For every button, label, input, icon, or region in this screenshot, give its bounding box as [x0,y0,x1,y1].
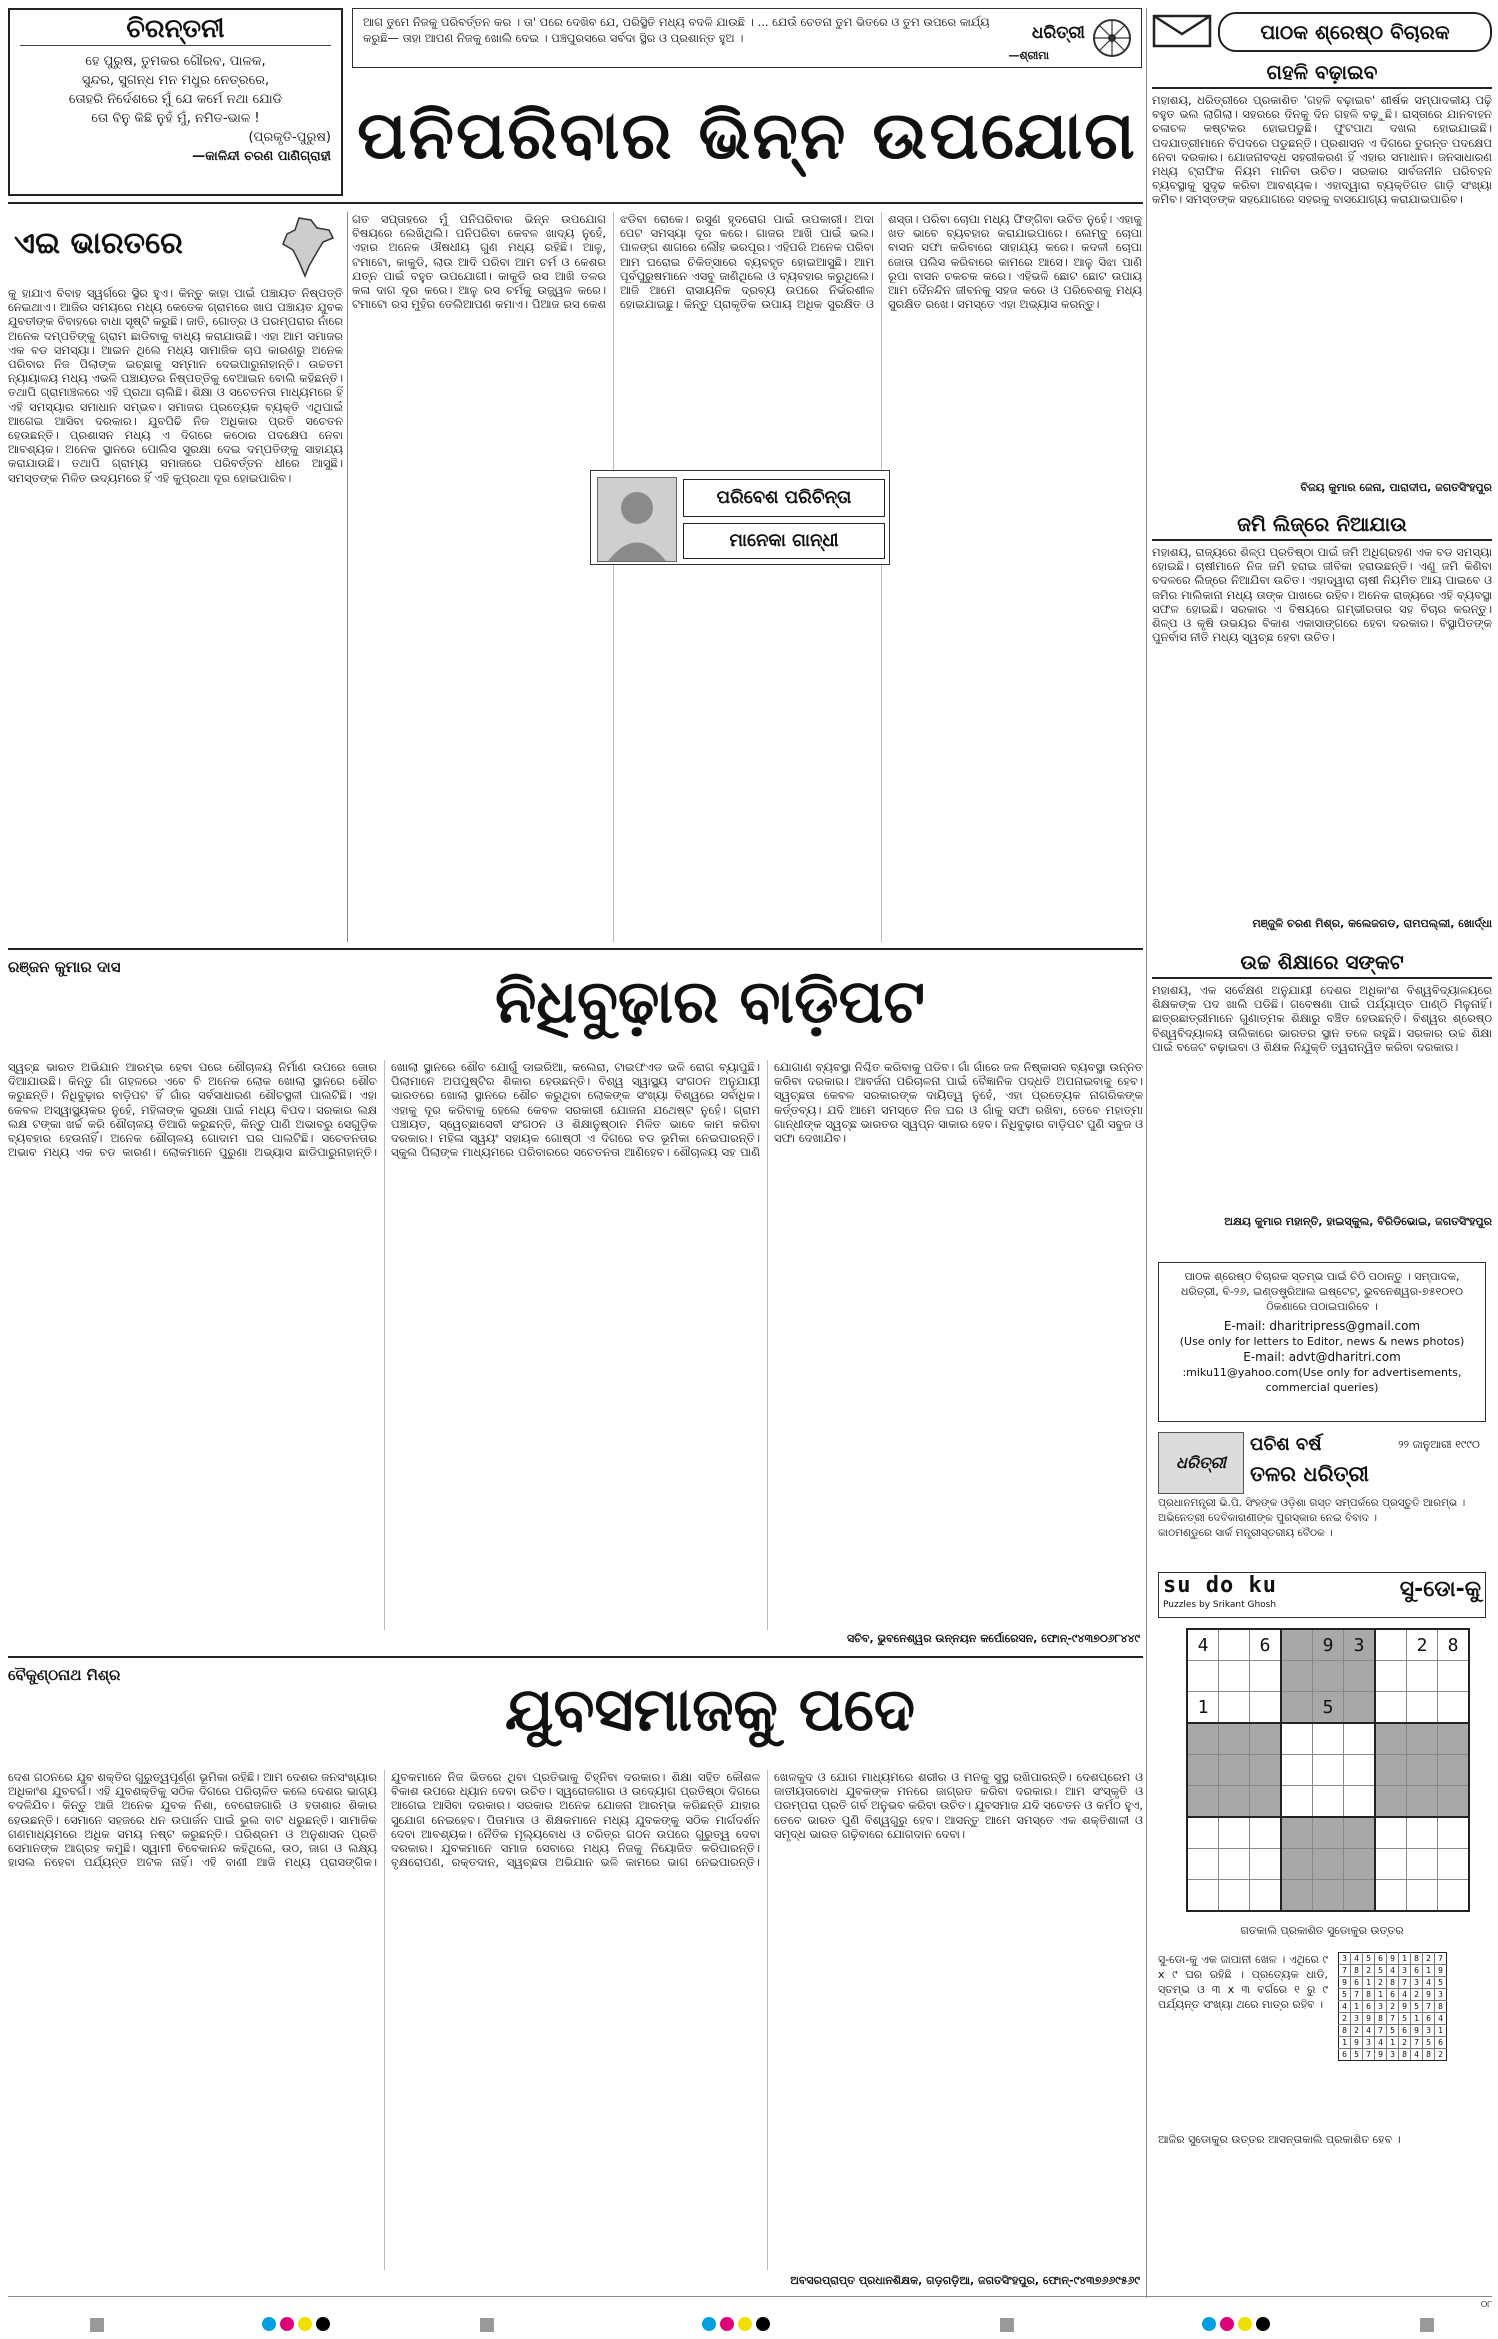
sudoku-cell [1344,1661,1376,1692]
sudoku-cell: 9 [1387,1953,1399,1965]
aji-bharatare-title: ଏଇ ଭାରତରେ [14,226,183,261]
sudoku-cell: 8 [1375,2013,1387,2025]
top-quote-text: ଆଗ ତୁମେ ନିଜକୁ ପରିବର୍ତ୍ତନ କର । ତା' ପରେ ଦେଖିବ ଯେ, ପରିସ୍ଥିତି ମଧ୍ୟ ବଦଳି ଯାଉଛି । ... ଯେଉଁ ଚେତନା ତୁମ ଭିତରେ ଓ ତୁମ ଉପରେ କାର୍ଯ୍ୟ କରୁଛି— ତାହା ଆପଣ ନିଜକୁ ଖୋଲି ଦେଇ । ପଞ୍ଚପୁରସରେ ସର୍ବଦା ସ୍ଥିର ଓ ପ୍ରଶାନ୍ତ ହୁଅ । [363,15,990,45]
sudoku-cell [1187,1723,1219,1755]
sudoku-cell [1344,1692,1376,1724]
sudoku-cell: 8 [1438,1629,1470,1661]
letter-jami-title: ଜମି ଲିଜ୍‌ରେ ନିଆଯାଉ [1152,512,1492,541]
letter-ucha [1152,950,1492,1250]
sudoku-row [1187,1692,1469,1724]
sudoku-cell [1281,1661,1313,1692]
top-quote-author: —ଶ୍ରୀମା [1008,49,1049,62]
sudoku-cell: 1 [1363,1977,1375,1989]
sudoku-cell: 4 [1375,2037,1387,2049]
sudoku-cell: 8 [1387,1977,1399,1989]
registration-mark [1420,2318,1434,2332]
sudoku-credit: Puzzles by Srikant Ghosh [1163,1600,1277,1610]
aji-bharatare-body: କୁ ହାଯାଏ ବିବାହ ସ୍ୱର୍ଗରେ ସ୍ଥିର ହୁଏ। କିନ୍ତୁ କାହା ପାଇଁ ପଞ୍ଚାୟତ ନିଷ୍ପତ୍ତି ନେଇଥାଏ। ଆଜିର ସମୟରେ ମଧ୍ୟ କେତେକ ଗ୍ରାମରେ ଖାପ ପଞ୍ଚାୟତ ଯୁବକ ଯୁବତୀଙ୍କ ବିବାହରେ ବାଧା ସୃଷ୍ଟି କରୁଛି। ଜାତି, ଗୋତ୍ର ଓ ପରମ୍ପରାର ନାଁରେ ଅନେକ ଦମ୍ପତିଙ୍କୁ ଗ୍ରାମ ଛାଡିବାକୁ ବାଧ୍ୟ କରାଯାଉଛି। ଏହା ଆମ ସମାଜର ଏକ ବଡ ସମସ୍ୟା। ଆଇନ ଥିଲେ ମଧ୍ୟ ସାମାଜିକ ଚାପ କାରଣରୁ ଅନେକ ପରିବାର ନିଜ ପିଲାଙ୍କ ଇଚ୍ଛାକୁ ସମ୍ମାନ ଦେଇପାରୁନାହାନ୍ତି। ଉଚ୍ଚତମ ନ୍ୟାୟାଳୟ ମଧ୍ୟ ଏଭଳି ପଞ୍ଚାୟତର ନିଷ୍ପତ୍ତିକୁ ବେଆଇନ ବୋଲି କହିଛନ୍ତି। ତଥାପି ଗ୍ରାମାଞ୍ଚଳରେ ଏହି ପ୍ରଥା ଚାଲିଛି। ଶିକ୍ଷା ଓ ସଚେତନତା ମାଧ୍ୟମରେ ହିଁ ଏହି ସମସ୍ୟାର ସମାଧାନ ସମ୍ଭବ। ସମାଜର ପ୍ରତ୍ୟେକ ବ୍ୟକ୍ତି ଏଥିପାଇଁ ଆଗେଇ ଆସିବା ଦରକାର। ଯୁବପିଢି ନିଜ ଅଧିକାର ପ୍ରତି ସଚେତନ ହେଉଛନ୍ତି। ପ୍ରଶାସନ ମଧ୍ୟ ଏ ଦିଗରେ କଠୋର ପଦକ୍ଷେପ ନେବା ଆବଶ୍ୟକ। ଅନେକ ସ୍ଥାନରେ ପୋଲିସ ସୁରକ୍ଷା ଦେଇ ଦମ୍ପତିଙ୍କୁ ସାହାଯ୍ୟ କରାଯାଉଛି। ତଥାପି ଗ୍ରାମ୍ୟ ସମାଜରେ ପରିବର୍ତ୍ତନ ଧୀରେ ଆସୁଛି। ସମସ୍ତଙ୍କ ମିଳିତ ଉଦ୍ୟମରେ ହିଁ ଏହି କୁପ୍ରଥା ଦୂର ହୋଇପାରିବ। [8,286,343,485]
sudoku-row [1339,2049,1447,2061]
sudoku-cell [1344,1849,1376,1880]
sudoku-header [1158,1572,1486,1618]
sudoku-cell [1438,1723,1470,1755]
sudoku-cell: 1 [1411,2013,1423,2025]
letter-ucha-title: ଉଚ୍ଚ ଶିକ୍ଷାରେ ସଙ୍କଟ [1152,950,1492,979]
sudoku-cell [1375,1629,1407,1661]
sudoku-cell [1187,1755,1219,1786]
sudoku-cell: 2 [1375,1977,1387,1989]
sudoku-cell: 1 [1435,2025,1447,2037]
sudoku-row [1187,1849,1469,1880]
sudoku-cell [1219,1755,1250,1786]
sudoku-cell: 4 [1363,2025,1375,2037]
contact-intro: ପାଠକ ଶ୍ରେଷ୍ଠ ବିଚାରକ ସ୍ତମ୍ଭ ପାଇଁ ଚିଠି ପଠାନ୍ତୁ । ସମ୍ପାଦକ, ଧରିତ୍ରୀ, ବି-୨୬, ଇଣ୍ଡଷ୍ଟ୍ରିଆଲ ଇଷ୍ଟେଟ୍, ଭୁବନେଶ୍ୱର-୭୫୧୦୧୦ ଠିକଣାରେ ପଠାଇପାରିବେ । [1180,1270,1464,1313]
parivesh-column-box [590,470,890,565]
sudoku-cell: 1 [1351,2001,1363,2013]
sudoku-cell [1375,1880,1407,1912]
letter-ucha-body: ମହାଶୟ, ଏକ ସର୍ବେକ୍ଷଣ ଅନୁଯାୟୀ ଦେଶର ଅଧିକାଂଶ ବିଶ୍ୱବିଦ୍ୟାଳୟରେ ଶିକ୍ଷକଙ୍କ ପଦ ଖାଲି ପଡିଛି। ଗବେଷଣା ପାଇଁ ପର୍ଯ୍ୟାପ୍ତ ପାଣ୍ଠି ମିଳୁନାହିଁ। ଛାତ୍ରଛାତ୍ରୀମାନେ ଗୁଣାତ୍ମକ ଶିକ୍ଷାରୁ ବଞ୍ଚିତ ହେଉଛନ୍ତି। ବିଶ୍ୱର ଶ୍ରେଷ୍ଠ ବିଶ୍ୱବିଦ୍ୟାଳୟ ତାଲିକାରେ ଭାରତର ସ୍ଥାନ ତଳେ ରହୁଛି। ସରକାର ଉଚ୍ଚ ଶିକ୍ଷା ପାଇଁ ବଜେଟ ବଢ଼ାଇବା ଓ ଶିକ୍ଷକ ନିଯୁକ୍ତି ତ୍ୱରାନ୍ୱିତ କରିବା ଦରକାର। [1152,983,1492,1054]
sudoku-section [1158,1572,1486,2292]
sudoku-row [1187,1661,1469,1692]
editor-email-note: (Use only for letters to Editor, news & news photos) [1179,1335,1465,1348]
sudoku-cell: 7 [1387,2013,1399,2025]
sudoku-row [1187,1786,1469,1818]
sudoku-cell [1281,1880,1313,1912]
sudoku-cell [1313,1880,1344,1912]
flashback-title-1: ପଚିଶ ବର୍ଷ [1250,1434,1322,1455]
yuba-headline: ଯୁବସମାଜକୁ ପଦେ [505,1675,915,1745]
yuba-byline: ବୈକୁଣ୍ଠନାଥ ମିଶ୍ର [8,1666,121,1684]
sudoku-cell: 9 [1351,2037,1363,2049]
sudoku-cell: 6 [1411,1965,1423,1977]
sudoku-cell [1250,1786,1282,1818]
advt-email[interactable]: E-mail: advt@dharitri.com [1243,1350,1401,1364]
sudoku-cell: 2 [1435,2049,1447,2061]
sudoku-cell [1344,1755,1376,1786]
sudoku-cell [1375,1786,1407,1818]
sudoku-cell: 3 [1411,1977,1423,1989]
sudoku-cell: 7 [1375,2025,1387,2037]
sudoku-cell: 8 [1363,1989,1375,2001]
flashback-logo-box [1158,1432,1244,1494]
sudoku-cell: 7 [1435,1953,1447,1965]
chirantani-line: ସୁନ୍ଦର, ସୁଗନ୍ଧ ମନ ମଧୁର ନେତ୍ରରେ, [81,73,270,88]
sudoku-cell [1281,1692,1313,1724]
sudoku-cell: 5 [1387,2025,1399,2037]
sudoku-cell [1250,1880,1282,1912]
sudoku-row [1339,1965,1447,1977]
sudoku-cell: 5 [1435,1977,1447,1989]
registration-mark [480,2318,494,2332]
sudoku-cell: 8 [1399,2049,1411,2061]
sudoku-cell [1438,1786,1470,1818]
flashback-item: ପ୍ରଧାନମନ୍ତ୍ରୀ ଭି.ପି. ସିଂହଙ୍କ ଓଡ଼ିଶା ଗସ୍ତ ସମ୍ପର୍କରେ ପ୍ରସ୍ତୁତି ଆରମ୍ଭ । [1158,1497,1466,1509]
sudoku-row [1339,1953,1447,1965]
sudoku-cell: 1 [1339,2037,1351,2049]
sudoku-cell [1250,1755,1282,1786]
sudoku-cell [1281,1817,1313,1849]
flashback-title-2: ତଳର ଧରିତ୍ରୀ [1250,1462,1369,1486]
sudoku-row [1187,1880,1469,1912]
flashback-box [1158,1432,1486,1562]
sudoku-cell: 1 [1399,1953,1411,1965]
sudoku-cell: 8 [1423,2049,1435,2061]
sudoku-cell [1250,1661,1282,1692]
sudoku-cell: 3 [1375,2001,1387,2013]
sudoku-cell [1375,1661,1407,1692]
sudoku-cell [1344,1817,1376,1849]
sudoku-row [1187,1723,1469,1755]
nidhi-signature: ସଚିବ, ଭୁବନେଶ୍ୱର ଉନ୍ନୟନ କର୍ପୋରେସନ, ଫୋନ୍-୯୪୩୭୦୬୮୪୪୯ [847,1632,1140,1645]
sudoku-cell: 2 [1411,1989,1423,2001]
sudoku-cell [1219,1786,1250,1818]
sudoku-cell [1313,1786,1344,1818]
yuba-body: ଦେଶ ଗଠନରେ ଯୁବ ଶକ୍ତିର ଗୁରୁତ୍ୱପୂର୍ଣ୍ଣ ଭୂମିକା ରହିଛି। ଆମ ଦେଶର ଜନସଂଖ୍ୟାର ଅଧିକାଂଶ ଯୁବବର୍ଗ। ଏହି ଯୁବଶକ୍ତିକୁ ସଠିକ ଦିଗରେ ପରିଚାଳିତ କଲେ ଦେଶର ଭାଗ୍ୟ ବଦଳିଯିବ। କିନ୍ତୁ ଆଜି ଅନେକ ଯୁବକ ନିଶା, ବେରୋଜଗାରି ଓ ହତାଶାର ଶିକାର ହେଉଛନ୍ତି। ସେମାନେ ସହଜରେ ଧନ ଉପାର୍ଜନ ପାଇଁ ଭୁଲ ବାଟ ଧରୁଛନ୍ତି। ସାମାଜିକ ଗଣମାଧ୍ୟମରେ ଅଧିକ ସମୟ ନଷ୍ଟ କରୁଛନ୍ତି। ପରିଶ୍ରମ ଓ ଅନୁଶାସନ ପ୍ରତି ସେମାନଙ୍କ ଆଗ୍ରହ କମୁଛି। ସ୍ୱାମୀ ବିବେକାନନ୍ଦ କହିଥିଲେ, ଉଠ, ଜାଗ ଓ ଲକ୍ଷ୍ୟ ହାସଲ ନହେବା ପର୍ଯ୍ୟନ୍ତ ଅଟକ ନାହିଁ। ଏହି ବାଣୀ ଆଜି ମଧ୍ୟ ପ୍ରାସଙ୍ଗିକ। ଯୁବକମାନେ ନିଜ ଭିତରେ ଥିବା ପ୍ରତିଭାକୁ ଚିହ୍ନିବା ଦରକାର। ଶିକ୍ଷା ସହିତ କୌଶଳ ବିକାଶ ଉପରେ ଧ୍ୟାନ ଦେବା ଉଚିତ। ସ୍ୱରୋଜଗାର ଓ ଉଦ୍ୟୋଗ ପ୍ରତିଷ୍ଠା ଦିଗରେ ଆଗେଇ ଆସିବା ଦରକାର। ସରକାର ଅନେକ ଯୋଜନା ଆରମ୍ଭ କରିଛନ୍ତି ଯାହାର ସୁଯୋଗ ନେଇହେବ। ପିତାମାତା ଓ ଶିକ୍ଷକମାନେ ମଧ୍ୟ ଯୁବକଙ୍କୁ ସଠିକ ମାର୍ଗଦର୍ଶନ ଦେବା ଆବଶ୍ୟକ। ନୈତିକ ମୂଲ୍ୟବୋଧ ଓ ଚରିତ୍ର ଗଠନ ଉପରେ ଗୁରୁତ୍ୱ ଦେବା ଦରକାର। ଯୁବକମାନେ ସମାଜ ସେବାରେ ମଧ୍ୟ ନିଜକୁ ନିୟୋଜିତ କରିପାରନ୍ତି। ବୃକ୍ଷରୋପଣ, ରକ୍ତଦାନ, ସ୍ୱଚ୍ଛତା ଅଭିଯାନ ଭଳି କାମରେ ଭାଗ ନେଇପାରନ୍ତି। ଖେଳକୁଦ ଓ ଯୋଗ ମାଧ୍ୟମରେ ଶରୀର ଓ ମନକୁ ସୁସ୍ଥ ରଖିପାରନ୍ତି। ଦେଶପ୍ରେମ ଓ ଜାତୀୟତାବୋଧ ଯୁବକଙ୍କ ମନରେ ଜାଗ୍ରତ କରିବା ଦରକାର। ଆମ ସଂସ୍କୃତି ଓ ପରମ୍ପରା ପ୍ରତି ଗର୍ବ ଅନୁଭବ କରିବା ଉଚିତ। ଯୁବସମାଜ ଯଦି ସଚେତନ ଓ କର୍ମଠ ହୁଏ, ତେବେ ଭାରତ ପୁଣି ବିଶ୍ୱଗୁରୁ ହେବ। ଆସନ୍ତୁ ଆମେ ସମସ୍ତେ ଏକ ଶକ୍ତିଶାଳୀ ଓ ସମୃଦ୍ଧ ଭାରତ ଗଢ଼ିବାରେ ଯୋଗଦାନ ଦେବା। [8,1770,1143,1870]
sudoku-cell: 4 [1411,2049,1423,2061]
person-icon [598,478,676,561]
sudoku-cell: 7 [1411,2037,1423,2049]
sudoku-cell: 6 [1351,1977,1363,1989]
sudoku-cell: 2 [1423,1953,1435,1965]
sudoku-title: ସୁ-ଡୋ-କୁ [1399,1577,1481,1602]
sudoku-cell: 2 [1351,2025,1363,2037]
sudoku-cell [1219,1692,1250,1724]
sudoku-cell: 7 [1399,1977,1411,1989]
chirantani-line: ହେ ପୁରୁଷ, ତୁମକର ଗୌରବ, ପାଳକ, [85,54,266,69]
india-map-icon [277,216,337,278]
sudoku-cell: 5 [1351,2049,1363,2061]
sudoku-cell: 3 [1435,1989,1447,2001]
sudoku-cell: 4 [1399,1989,1411,2001]
sudoku-cell: 9 [1313,1629,1344,1661]
sudoku-cell [1219,1880,1250,1912]
sudoku-cell [1250,1849,1282,1880]
sudoku-solution-grid [1338,1952,1447,2061]
yuba-signature: ଅବସରପ୍ରାପ୍ତ ପ୍ରଧାନଶିକ୍ଷକ, ଗଡ଼ଗଡ଼ିଆ, ଜଗତସିଂହପୁର, ଫୋନ୍-୯୪୩୭୬୬୯୫୬୯ [790,2274,1140,2287]
cmyk-registration-dots [1200,2316,1290,2334]
sudoku-cell: 9 [1399,2001,1411,2013]
sudoku-cell: 8 [1435,2001,1447,2013]
chirantani-source: (ପ୍ରକୃତି-ପୁରୁଷ) [248,130,331,145]
letter-gahali [1152,60,1492,505]
letter-jami-body: ମହାଶୟ, ରାଜ୍ୟରେ ଶିଳ୍ପ ପ୍ରତିଷ୍ଠା ପାଇଁ ଜମି ଅଧିଗ୍ରହଣ ଏକ ବଡ ସମସ୍ୟା ହୋଇଛି। ଚାଷୀମାନେ ନିଜ ଜମି ହରାଇ ଜୀବିକା ହରାଉଛନ୍ତି। ଏଣୁ ଜମି କିଣିବା ବଦଳରେ ଲିଜ୍‌ରେ ନିଆଯିବା ଉଚିତ। ଏହାଦ୍ୱାରା ଚାଷୀ ନିୟମିତ ଆୟ ପାଇବେ ଓ ଜମିର ମାଲିକାନା ମଧ୍ୟ ତାଙ୍କ ପାଖରେ ରହିବ। ଅନେକ ରାଜ୍ୟରେ ଏହି ବ୍ୟବସ୍ଥା ସଫଳ ହୋଇଛି। ସରକାର ଏ ବିଷୟରେ ଗମ୍ଭୀରତାର ସହ ବିଚାର କରନ୍ତୁ। ଶିଳ୍ପ ଓ କୃଷି ଉଭୟର ବିକାଶ ଏକାସାଙ୍ଗରେ ହେବା ଦରକାର। ବିସ୍ଥାପିତଙ୍କ ପୁନର୍ବାସ ନୀତି ମଧ୍ୟ ସ୍ୱଚ୍ଛ ହେବା ଉଚିତ। [1152,545,1492,645]
sudoku-cell: 8 [1411,1953,1423,1965]
sudoku-cell [1219,1629,1250,1661]
sudoku-row [1187,1629,1469,1661]
letter-jami [1152,512,1492,942]
flashback-date: ୨୨ ଜାନୁଆରୀ ୧୯୯୦ [1398,1438,1480,1451]
sudoku-cell: 3 [1423,2025,1435,2037]
sudoku-cell [1438,1692,1470,1724]
sudoku-rules: ସୁ-ଡୋ-କୁ ଏକ ଜାପାନୀ ଖେଳ । ଏଥିରେ ୯ x ୯ ଘର ରହିଛି । ପ୍ରତ୍ୟେକ ଧାଡି, ସ୍ତମ୍ଭ ଓ ୩ x ୩ ବର୍ଗରେ ୧ ରୁ ୯ ପର୍ଯ୍ୟନ୍ତ ସଂଖ୍ୟା ଥରେ ମାତ୍ର ରହିବ । [1158,1953,1328,2011]
sudoku-cell: 2 [1407,1629,1438,1661]
sudoku-answer-note: ଗତକାଲି ପ୍ରକାଶିତ ସୁଡୋକୁର ଉତ୍ତର [1240,1924,1404,1937]
sudoku-row [1339,1989,1447,2001]
sudoku-cell [1407,1880,1438,1912]
chirantani-line: ତୋ ବିନୁ କିଛି ନୁହଁ ମୁଁ, ନମିତ-ଭାଳ ! [91,111,260,126]
chirantani-box [8,8,343,196]
sudoku-cell: 4 [1423,1977,1435,1989]
sudoku-cell: 5 [1423,2037,1435,2049]
vegetables-article-body: ଗତ ସପ୍ତାହରେ ମୁଁ ପନିପରିବାର ଭିନ୍ନ ଉପଯୋଗ ବିଷୟରେ ଲେଖିଥିଲି। ପନିପରିବା କେବଳ ଖାଦ୍ୟ ନୁହେଁ, ଏହାର ଅନେକ ଔଷଧୀୟ ଗୁଣ ମଧ୍ୟ ରହିଛି। ଆଳୁ, ଟମାଟୋ, କାକୁଡି, ଲାଉ ଆଦି ପରିବା ଆମ ଚର୍ମ ଓ କେଶର ଯତ୍ନ ପାଇଁ ବହୁତ ଉପଯୋଗୀ। କାକୁଡି ରସ ଆଖି ତଳର କଳା ଦାଗ ଦୂର କରେ। ଆଳୁ ରସ ଚର୍ମକୁ ଉଜ୍ଜ୍ୱଳ କରେ। ଟମାଟୋ ରସ ମୁହଁର ତେଲିଆପଣ କମାଏ। ପିଆଜ ରସ କେଶ ଝଡିବା ରୋକେ। ରସୁଣ ହୃଦରୋଗ ପାଇଁ ଉପକାରୀ। ଅଦା ପେଟ ସମସ୍ୟା ଦୂର କରେ। ଗାଜର ଆଖି ପାଇଁ ଭଲ। ପାଳଙ୍ଗ ଶାଗରେ ଲୌହ ଭରପୂର। ଏହିପରି ଅନେକ ପରିବା ଆମ ଘରୋଇ ଚିକିତ୍ସାରେ ବ୍ୟବହୃତ ହୋଇଆସୁଛି। ଆମ ପୂର୍ବପୁରୁଷମାନେ ଏସବୁ ଜାଣିଥିଲେ ଓ ବ୍ୟବହାର କରୁଥିଲେ। ଆଜି ଆମେ ରାସାୟନିକ ଦ୍ରବ୍ୟ ଉପରେ ନିର୍ଭରଶୀଳ ହୋଇଯାଇଛୁ। କିନ୍ତୁ ପ୍ରାକୃତିକ ଉପାୟ ଅଧିକ ସୁରକ୍ଷିତ ଓ ଶସ୍ତା। ପରିବା ଚୋପା ମଧ୍ୟ ଫିଙ୍ଗିବା ଉଚିତ ନୁହେଁ। ଏହାକୁ ଖତ ଭାବେ ବ୍ୟବହାର କରାଯାଇପାରେ। ଲେମ୍ବୁ ଚୋପା ବାସନ ସଫା କରିବାରେ ସାହାଯ୍ୟ କରେ। କଦଳୀ ଚୋପା ଜୋତା ପଲିସ କରିବାରେ କାମରେ ଆସେ। ଆଳୁ ସିଝା ପାଣି ରୂପା ବାସନ ଚକଚକ କରେ। ଏହିଭଳି ଛୋଟ ଛୋଟ ଉପାୟ ଆମ ଦୈନନ୍ଦିନ ଜୀବନକୁ ସହଜ କରେ ଓ ପରିବେଶକୁ ମଧ୍ୟ ସୁରକ୍ଷିତ ରଖେ। ସମସ୍ତେ ଏହା ଅଭ୍ୟାସ କରନ୍ତୁ। [352,212,1142,312]
sudoku-cell [1313,1849,1344,1880]
column-author-name: ମାନେକା ଗାନ୍ଧୀ [683,523,885,559]
sudoku-cell [1407,1661,1438,1692]
sudoku-cell [1281,1629,1313,1661]
sudoku-row [1339,2037,1447,2049]
sudoku-cell: 4 [1351,1953,1363,1965]
sudoku-cell: 9 [1411,2025,1423,2037]
sudoku-cell [1313,1755,1344,1786]
sudoku-row [1187,1755,1469,1786]
sudoku-cell [1344,1880,1376,1912]
sudoku-cell: 5 [1411,2001,1423,2013]
sudoku-cell: 7 [1339,1965,1351,1977]
page-number: ୦୮ [1480,2300,1492,2310]
parivesh-column-label: ପରିବେଶ ପରିଚିନ୍ତା [683,479,885,517]
sudoku-cell [1407,1786,1438,1818]
cmyk-registration-dots [700,2316,790,2334]
sudoku-cell: 4 [1339,2001,1351,2013]
sudoku-cell: 2 [1339,2013,1351,2025]
sudoku-cell [1187,1880,1219,1912]
sudoku-cell [1375,1817,1407,1849]
sudoku-cell [1407,1755,1438,1786]
sudoku-cell: 7 [1423,2001,1435,2013]
sudoku-cell [1438,1817,1470,1849]
registration-mark [1000,2318,1014,2332]
sudoku-cell: 4 [1187,1629,1219,1661]
author-photo [597,477,677,562]
cmyk-registration-dots [260,2316,350,2334]
sudoku-cell [1250,1692,1282,1724]
sudoku-cell [1250,1817,1282,1849]
sudoku-cell: 5 [1339,1989,1351,2001]
sudoku-cell: 2 [1363,1965,1375,1977]
advt-email-alt[interactable]: :miku11@yahoo.com(Use only for advertisements, commercial queries) [1182,1366,1462,1394]
sudoku-cell: 6 [1375,1953,1387,1965]
nidhi-byline: ରଞ୍ଜନ କୁମାର ଦାସ [8,958,121,976]
sudoku-cell: 2 [1399,2037,1411,2049]
sudoku-cell [1187,1661,1219,1692]
sudoku-cell [1281,1849,1313,1880]
sudoku-cell: 6 [1423,2013,1435,2025]
sudoku-cell [1281,1723,1313,1755]
sudoku-cell: 3 [1344,1629,1376,1661]
sudoku-cell: 6 [1250,1629,1282,1661]
letter-gahali-signature: ବିଜୟ କୁମାର ଜେନା, ପାରାଦୀପ, ଜଗତସିଂହପୁର [1300,481,1492,494]
sudoku-cell [1313,1723,1344,1755]
sudoku-cell: 3 [1399,1965,1411,1977]
sudoku-cell [1219,1723,1250,1755]
flashback-item: ଅଭିନେତ୍ରୀ ଦେବିକାରାଣୀଙ୍କ ପୁରସ୍କାର ନେଇ ବିବାଦ । [1158,1512,1377,1524]
sudoku-cell: 6 [1387,1989,1399,2001]
sudoku-footer: ଆଜିର ସୁଡୋକୁର ଉତ୍ତର ଆସନ୍ତାକାଲି ପ୍ରକାଶିତ ହେବ । [1158,2133,1401,2146]
sudoku-cell [1219,1849,1250,1880]
sudoku-cell: 6 [1399,2025,1411,2037]
sudoku-cell [1407,1692,1438,1724]
sudoku-cell [1407,1723,1438,1755]
sudoku-cell: 9 [1435,1965,1447,1977]
sudoku-grid [1186,1628,1470,1912]
sudoku-cell: 3 [1339,1953,1351,1965]
sudoku-cell [1281,1786,1313,1818]
sudoku-cell [1438,1849,1470,1880]
reader-header-title: ପାଠକ ଶ୍ରେଷ୍ଠ ବିଚାରକ [1218,12,1492,52]
sudoku-cell: 9 [1375,2049,1387,2061]
sudoku-cell: 5 [1363,1953,1375,1965]
sudoku-cell: 5 [1375,1965,1387,1977]
sudoku-cell: 9 [1363,2013,1375,2025]
sudoku-cell: 6 [1363,2001,1375,2013]
dharitri-logo: ଧରିତ୍ରୀ [1031,23,1085,43]
sudoku-cell [1407,1849,1438,1880]
sudoku-cell: 3 [1363,2037,1375,2049]
sudoku-cell: 8 [1351,1965,1363,1977]
sudoku-cell [1438,1661,1470,1692]
sudoku-cell [1281,1755,1313,1786]
flashback-item: କାଠମଣ୍ଡୁରେ ସାର୍କ ମନ୍ତ୍ରୀସ୍ତରୀୟ ବୈଠକ । [1158,1527,1333,1539]
sudoku-cell [1313,1817,1344,1849]
sudoku-cell: 3 [1387,2049,1399,2061]
sudoku-cell: 3 [1351,2013,1363,2025]
sudoku-row [1339,2001,1447,2013]
sudoku-cell: 9 [1339,1977,1351,1989]
chirantani-title: ଚିରନ୍ତନୀ [20,14,331,46]
sudoku-cell [1375,1692,1407,1724]
sudoku-cell [1219,1817,1250,1849]
letter-gahali-title: ଗହଳି ବଢ଼ାଇବ [1152,60,1492,89]
sudoku-row [1339,2013,1447,2025]
sudoku-cell [1438,1880,1470,1912]
sudoku-cell: 1 [1387,2037,1399,2049]
reader-header [1152,8,1492,54]
top-quote-box [352,8,1142,68]
sudoku-row [1339,1977,1447,1989]
sudoku-row [1187,1817,1469,1849]
sudoku-cell: 8 [1339,2025,1351,2037]
sudoku-cell [1219,1661,1250,1692]
sudoku-cell: 2 [1387,2001,1399,2013]
nidhi-body: ସ୍ୱଚ୍ଛ ଭାରତ ଅଭିଯାନ ଆରମ୍ଭ ହେବା ପରେ ଶୌଚାଳୟ ନିର୍ମାଣ ଉପରେ ଜୋର ଦିଆଯାଉଛି। କିନ୍ତୁ ଗାଁ ଗହଳରେ ଏବେ ବି ଅନେକ ଲୋକ ଖୋଲା ସ୍ଥାନରେ ଶୌଚ କରୁଛନ୍ତି। ନିଧିବୁଢ଼ାର ବାଡ଼ିପଟ ହିଁ ଗାଁର ସର୍ବସାଧାରଣ ଶୌଚସ୍ଥଳୀ ପାଲଟିଛି। ଏହା କେବଳ ଅସ୍ୱାସ୍ଥ୍ୟକର ନୁହେଁ, ମହିଳାଙ୍କ ସୁରକ୍ଷା ପାଇଁ ମଧ୍ୟ ବିପଦ। ସରକାର ଲକ୍ଷ ଲକ୍ଷ ଟଙ୍କା ଖର୍ଚ୍ଚ କରି ଶୌଚାଳୟ ତିଆରି କରୁଛନ୍ତି, କିନ୍ତୁ ପାଣି ଅଭାବରୁ ସେଗୁଡ଼ିକ ବ୍ୟବହାର ହେଉନାହିଁ। ଅନେକ ଶୌଚାଳୟ ଗୋଦାମ ଘର ପାଲଟିଛି। ସଚେତନତାର ଅଭାବ ମଧ୍ୟ ଏକ ବଡ କାରଣ। ଲୋକମାନେ ପୁରୁଣା ଅଭ୍ୟାସ ଛାଡିପାରୁନାହାନ୍ତି। ଖୋଲା ସ୍ଥାନରେ ଶୌଚ ଯୋଗୁଁ ଡାଇରିଆ, କଲେରା, ଟାଇଫଏଡ ଭଳି ରୋଗ ବ୍ୟାପୁଛି। ପିଲାମାନେ ଅପପୁଷ୍ଟିର ଶିକାର ହେଉଛନ୍ତି। ବିଶ୍ୱ ସ୍ୱାସ୍ଥ୍ୟ ସଂଗଠନ ଅନୁଯାୟୀ ଭାରତରେ ଖୋଲା ସ୍ଥାନରେ ଶୌଚ କରୁଥିବା ଲୋକଙ୍କ ସଂଖ୍ୟା ବିଶ୍ୱରେ ସର୍ବାଧିକ। ଏହାକୁ ଦୂର କରିବାକୁ ହେଲେ କେବଳ ସରକାରୀ ଯୋଜନା ଯଥେଷ୍ଟ ନୁହେଁ। ଗ୍ରାମ ପଞ୍ଚାୟତ, ସ୍ୱେଚ୍ଛାସେବୀ ସଂଗଠନ ଓ ଶିକ୍ଷାନୁଷ୍ଠାନ ମିଳିତ ଭାବେ କାମ କରିବା ଦରକାର। ମହିଳା ସ୍ୱୟଂ ସହାୟକ ଗୋଷ୍ଠୀ ଏ ଦିଗରେ ବଡ ଭୂମିକା ନେଇପାରନ୍ତି। ସ୍କୁଲ ପିଲାଙ୍କ ମାଧ୍ୟମରେ ପରିବାରରେ ସଚେତନତା ଆଣିହେବ। ଶୌଚାଳୟ ସହ ପାଣି ଯୋଗାଣ ବ୍ୟବସ୍ଥା ନିଶ୍ଚିତ କରିବାକୁ ପଡିବ। ଗାଁ ଗାଁରେ ଜଳ ନିଷ୍କାସନ ବ୍ୟବସ୍ଥା ଉନ୍ନତ କରିବା ଦରକାର। ଆବର୍ଜନା ପରିଚାଳନା ପାଇଁ ବୈଜ୍ଞାନିକ ପଦ୍ଧତି ଅପନାଇବାକୁ ହେବ। ସ୍ୱଚ୍ଛତା କେବଳ ସରକାରଙ୍କ ଦାୟିତ୍ୱ ନୁହେଁ, ଏହା ପ୍ରତ୍ୟେକ ନାଗରିକଙ୍କ କର୍ତ୍ତବ୍ୟ। ଯଦି ଆମେ ସମସ୍ତେ ନିଜ ଘର ଓ ଗାଁକୁ ସଫା ରଖିବା, ତେବେ ମହାତ୍ମା ଗାନ୍ଧୀଙ୍କ ସ୍ୱଚ୍ଛ ଭାରତର ସ୍ୱପ୍ନ ସାକାର ହେବ। ନିଧିବୁଢ଼ାର ବାଡ଼ିପଟ ପୁଣି ସବୁଜ ଓ ସଫା ଦେଖାଯିବ। [8,1060,1143,1160]
letter-gahali-body: ମହାଶୟ, ଧରିତ୍ରୀରେ ପ୍ରକାଶିତ 'ଗହଳି ବଢ଼ାଇବ' ଶୀର୍ଷକ ସମ୍ପାଦକୀୟ ପଢ଼ି ବହୁତ ଭଲ ଲାଗିଲା। ସହରରେ ଦିନକୁ ଦିନ ଗହଳି ବଢ଼ୁଛି। ରାସ୍ତାରେ ଯାନବାହନ ଚଳାଚଳ କଷ୍ଟକର ହୋଇପଡୁଛି। ଫୁଟପାଥ ଦଖଲ ହୋଇଯାଇଛି। ପଦଯାତ୍ରୀମାନେ ବିପଦରେ ପଡୁଛନ୍ତି। ପ୍ରଶାସନ ଏ ଦିଗରେ ତୁରନ୍ତ ପଦକ୍ଷେପ ନେବା ଦରକାର। ଯୋଜନାବଦ୍ଧ ସହରୀକରଣ ହିଁ ଏହାର ସମାଧାନ। ଜନସାଧାରଣ ମଧ୍ୟ ଟ୍ରାଫିକ ନିୟମ ମାନିବା ଉଚିତ। ସରକାର ସାର୍ବଜନୀନ ପରିବହନ ବ୍ୟବସ୍ଥାକୁ ସୁଦୃଢ କରିବା ଆବଶ୍ୟକ। ଏହାଦ୍ୱାରା ବ୍ୟକ୍ତିଗତ ଗାଡ଼ି ସଂଖ୍ୟା କମିବ। ସମସ୍ତଙ୍କ ସହଯୋଗରେ ସହରକୁ ବାସଯୋଗ୍ୟ କରାଯାଇପାରିବ। [1152,93,1492,207]
sudoku-cell: 1 [1187,1692,1219,1724]
flashback-logo: ଧରିତ୍ରୀ [1176,1453,1226,1472]
sudoku-cell: 6 [1435,2037,1447,2049]
main-headline: ପନିପରିବାର ଭିନ୍ନ ଉପଯୋଗ [357,96,1137,174]
sudoku-cell [1187,1849,1219,1880]
envelope-icon [1152,14,1212,48]
sudoku-cell [1187,1817,1219,1849]
sudoku-cell [1375,1849,1407,1880]
flashback-list [1158,1496,1486,1541]
sudoku-cell [1187,1786,1219,1818]
contact-box [1158,1262,1486,1422]
chirantani-author: —କାଳିନ୍ଦୀ ଚରଣ ପାଣିଗ୍ରାହୀ [192,149,331,164]
sudoku-cell [1438,1755,1470,1786]
chakra-icon [1091,17,1133,59]
letter-jami-signature: ମଞ୍ଜୁଳି ଚରଣ ମିଶ୍ର, କଲେଜଗଡ, ରାମପଲ୍ଲୀ, ଖୋର୍ଦ୍ଧା [1252,917,1492,930]
editor-email[interactable]: E-mail: dharitripress@gmail.com [1223,1319,1421,1333]
letter-ucha-signature: ଅକ୍ଷୟ କୁମାର ମହାନ୍ତି, ହାଇସ୍କୁଲ, ବିରିଡିଭୋଇ, ଜଗତସିଂହପୁର [1224,1215,1492,1228]
sudoku-cell: 7 [1351,1989,1363,2001]
sudoku-cell [1407,1817,1438,1849]
aji-bharatare-logo [8,212,343,282]
nidhi-headline: ନିଧିବୁଢ଼ାର ବାଡ଼ିପଟ [495,967,925,1037]
sudoku-cell [1375,1755,1407,1786]
sudoku-cell: 1 [1423,1965,1435,1977]
sudoku-cell: 6 [1339,2049,1351,2061]
sudoku-cell [1344,1786,1376,1818]
sudoku-cell: 5 [1313,1692,1344,1724]
sudoku-row [1339,2025,1447,2037]
sudoku-cell: 7 [1363,2049,1375,2061]
sudoku-cell [1344,1723,1376,1755]
chirantani-line: ତୋହରି ନିର୍ଦେଶରେ ମୁଁ ଯେ କର୍ମେ ନଥା ଯୋଡି [68,92,283,107]
sudoku-cell [1313,1661,1344,1692]
sudoku-cell: 5 [1399,2013,1411,2025]
sudoku-cell: 1 [1375,1989,1387,2001]
sudoku-cell: 4 [1387,1965,1399,1977]
sudoku-cell [1375,1723,1407,1755]
sudoku-cell [1250,1723,1282,1755]
sudoku-cell: 9 [1423,1989,1435,2001]
sudoku-cell: 4 [1435,2013,1447,2025]
registration-mark [90,2318,104,2332]
sudoku-logo: su do ku [1163,1573,1277,1598]
